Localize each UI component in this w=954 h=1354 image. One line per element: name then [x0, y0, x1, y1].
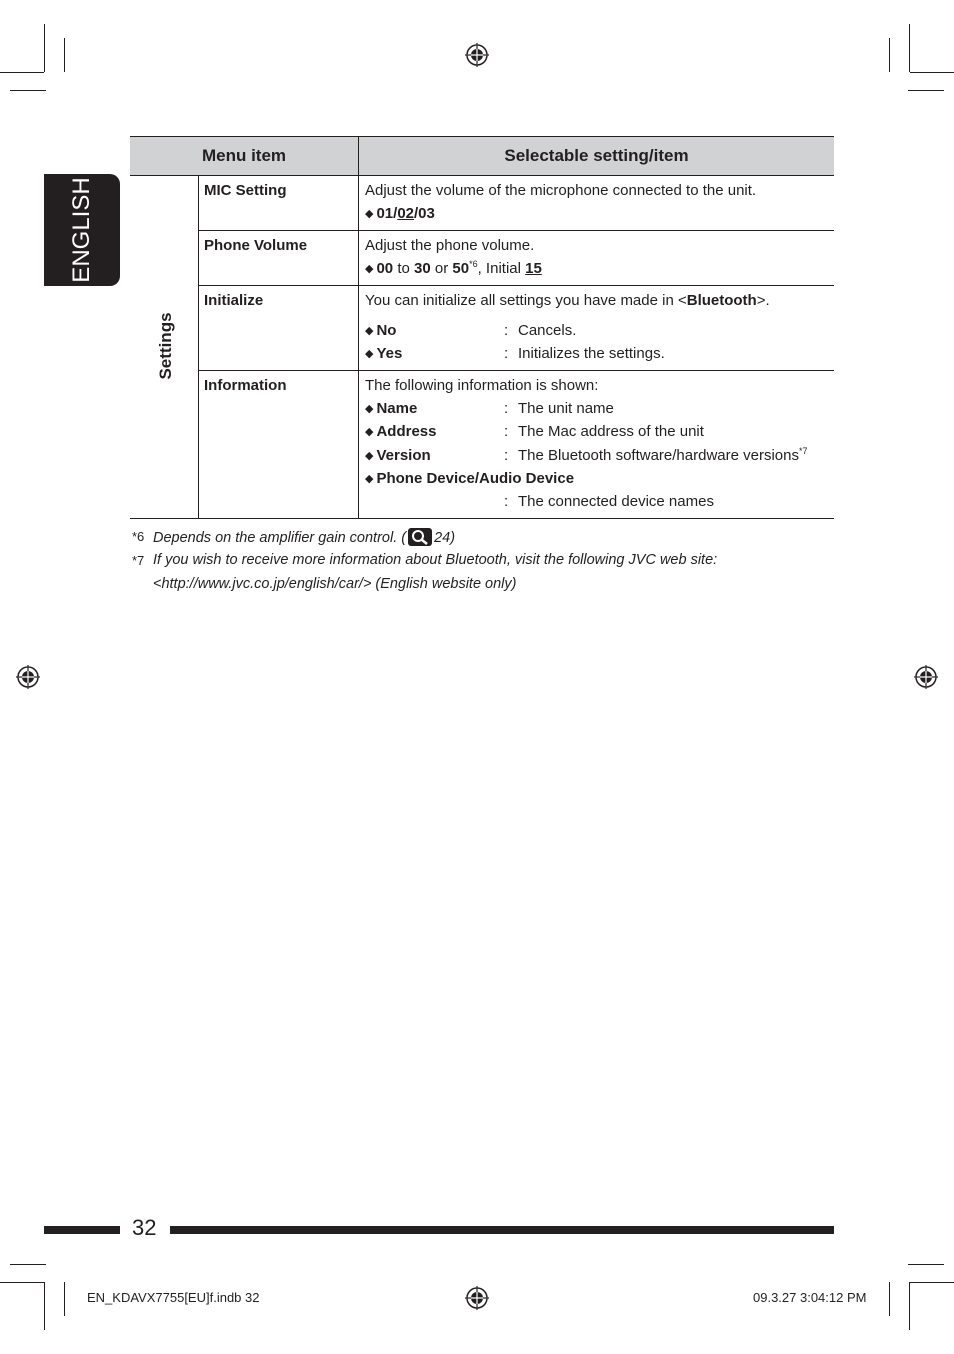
- slug-filename: EN_KDAVX7755[EU]f.indb 32: [87, 1290, 260, 1305]
- mic-option-02-default: 02: [397, 205, 415, 222]
- crop-mark: [910, 72, 954, 73]
- crop-mark: [10, 1264, 46, 1265]
- slug-datetime: 09.3.27 3:04:12 PM: [753, 1290, 867, 1305]
- language-tab-label: ENGLISH: [68, 177, 95, 283]
- page-footer-bar-left: [44, 1226, 120, 1234]
- footnote-6: [153, 528, 455, 546]
- colon: :: [504, 493, 509, 510]
- phone-volume-description: Adjust the phone volume.: [365, 237, 535, 254]
- mic-setting-options: [365, 205, 435, 222]
- colon: :: [504, 447, 509, 464]
- registration-mark-icon: [465, 43, 489, 67]
- colon: :: [504, 322, 509, 339]
- phone-volume-max: 30: [414, 260, 431, 277]
- information-option-phone-device: [365, 470, 574, 487]
- option-description: The unit name: [518, 400, 614, 417]
- option-description-text: The Bluetooth software/hardware versions: [518, 447, 799, 464]
- header-selectable-setting-label: Selectable setting/item: [504, 146, 689, 165]
- crop-mark: [889, 1282, 890, 1316]
- crop-mark: [909, 24, 910, 72]
- option-name: Version: [376, 447, 431, 464]
- diamond-bullet-icon: ◆: [365, 208, 374, 220]
- diamond-bullet-icon: ◆: [365, 403, 374, 415]
- crop-mark: [64, 1282, 65, 1316]
- initialize-option-no: [365, 322, 396, 339]
- crop-mark: [64, 38, 65, 72]
- crop-mark: [908, 1264, 944, 1265]
- option-description: Cancels.: [518, 322, 577, 339]
- settings-table: [130, 136, 834, 520]
- information-option-address: [365, 423, 437, 440]
- diamond-bullet-icon: ◆: [365, 263, 374, 275]
- crop-mark: [889, 38, 890, 72]
- column-divider: [358, 176, 359, 518]
- footnote-ref-6: *6: [469, 259, 478, 269]
- mic-setting-description: Adjust the volume of the microphone connected to the unit.: [365, 182, 757, 199]
- phone-volume-or: or: [430, 260, 453, 277]
- magnifier-icon: [408, 528, 432, 546]
- crop-mark: [44, 1282, 45, 1330]
- option-name: No: [376, 322, 397, 339]
- header-menu-item-label: Menu item: [201, 146, 287, 165]
- crop-mark: [908, 90, 944, 91]
- registration-mark-icon: [16, 665, 40, 689]
- footnote-mark-6: *6: [132, 529, 145, 544]
- crop-mark: [10, 90, 46, 91]
- option-name: Yes: [376, 345, 403, 362]
- option-description: The Mac address of the unit: [518, 423, 704, 440]
- option-name: Phone Device/Audio Device: [376, 470, 575, 487]
- option-description: [518, 447, 808, 464]
- diamond-bullet-icon: ◆: [365, 348, 374, 360]
- language-tab: [44, 174, 120, 286]
- registration-mark-icon: [465, 1286, 489, 1310]
- information-option-name: [365, 400, 417, 417]
- information-option-version: [365, 447, 431, 464]
- menu-item-initialize: Initialize: [204, 292, 264, 309]
- page-number: 32: [132, 1215, 157, 1240]
- footnote-7-line-1: If you wish to receive more information about Bluetooth, visit the following JVC web site:: [153, 552, 718, 568]
- footnote-mark-7: *7: [132, 553, 145, 568]
- footnote-6-page-ref: 24): [434, 530, 456, 546]
- footnote-6-text: Depends on the amplifier gain control. (: [153, 530, 407, 546]
- menu-item-information: Information: [204, 377, 287, 394]
- menu-item-phone-volume: Phone Volume: [204, 237, 308, 254]
- colon: :: [504, 400, 509, 417]
- row-divider: [198, 230, 834, 231]
- table-bottom-rule: [130, 518, 834, 519]
- option-description: The connected device names: [518, 493, 714, 510]
- page-footer-bar-right: [170, 1226, 834, 1234]
- phone-volume-initial-value: 15: [525, 260, 542, 277]
- initialize-desc-bluetooth: Bluetooth: [686, 292, 757, 309]
- diamond-bullet-icon: ◆: [365, 426, 374, 438]
- row-divider: [198, 285, 834, 286]
- phone-volume-initial-label: , Initial: [477, 260, 526, 277]
- phone-volume-min: 00: [376, 260, 394, 277]
- crop-mark: [44, 24, 45, 72]
- header-menu-item: [130, 136, 358, 176]
- crop-mark: [909, 1282, 910, 1330]
- diamond-bullet-icon: ◆: [365, 473, 374, 485]
- phone-volume-to: to: [393, 260, 415, 277]
- crop-mark: [0, 72, 44, 73]
- diamond-bullet-icon: ◆: [365, 325, 374, 337]
- option-name: Address: [376, 423, 437, 440]
- colon: :: [504, 423, 509, 440]
- footnote-7-line-2: <http://www.jvc.co.jp/english/car/> (English website only): [153, 576, 517, 592]
- column-divider: [198, 176, 199, 518]
- initialize-option-yes: [365, 345, 402, 362]
- header-selectable-setting: [359, 136, 834, 176]
- menu-item-mic-setting: MIC Setting: [204, 182, 287, 199]
- footnote-ref-7: *7: [798, 446, 808, 456]
- crop-mark: [910, 1282, 954, 1283]
- row-divider: [198, 370, 834, 371]
- header-divider: [358, 136, 359, 176]
- phone-volume-options: [365, 260, 542, 277]
- crop-mark: [0, 1282, 44, 1283]
- mic-option-01: 01/: [376, 205, 398, 222]
- mic-option-03: /03: [414, 205, 435, 222]
- initialize-desc-before: You can initialize all settings you have made in <: [365, 292, 687, 309]
- colon: :: [504, 345, 509, 362]
- registration-mark-icon: [914, 665, 938, 689]
- option-description: Initializes the settings.: [518, 345, 665, 362]
- option-name: Name: [376, 400, 418, 417]
- information-description: The following information is shown:: [365, 377, 599, 394]
- phone-volume-max-alt: 50: [452, 260, 470, 277]
- diamond-bullet-icon: ◆: [365, 450, 374, 462]
- initialize-desc-after: >.: [756, 292, 770, 309]
- initialize-description: [365, 292, 770, 309]
- category-settings: Settings: [156, 312, 175, 380]
